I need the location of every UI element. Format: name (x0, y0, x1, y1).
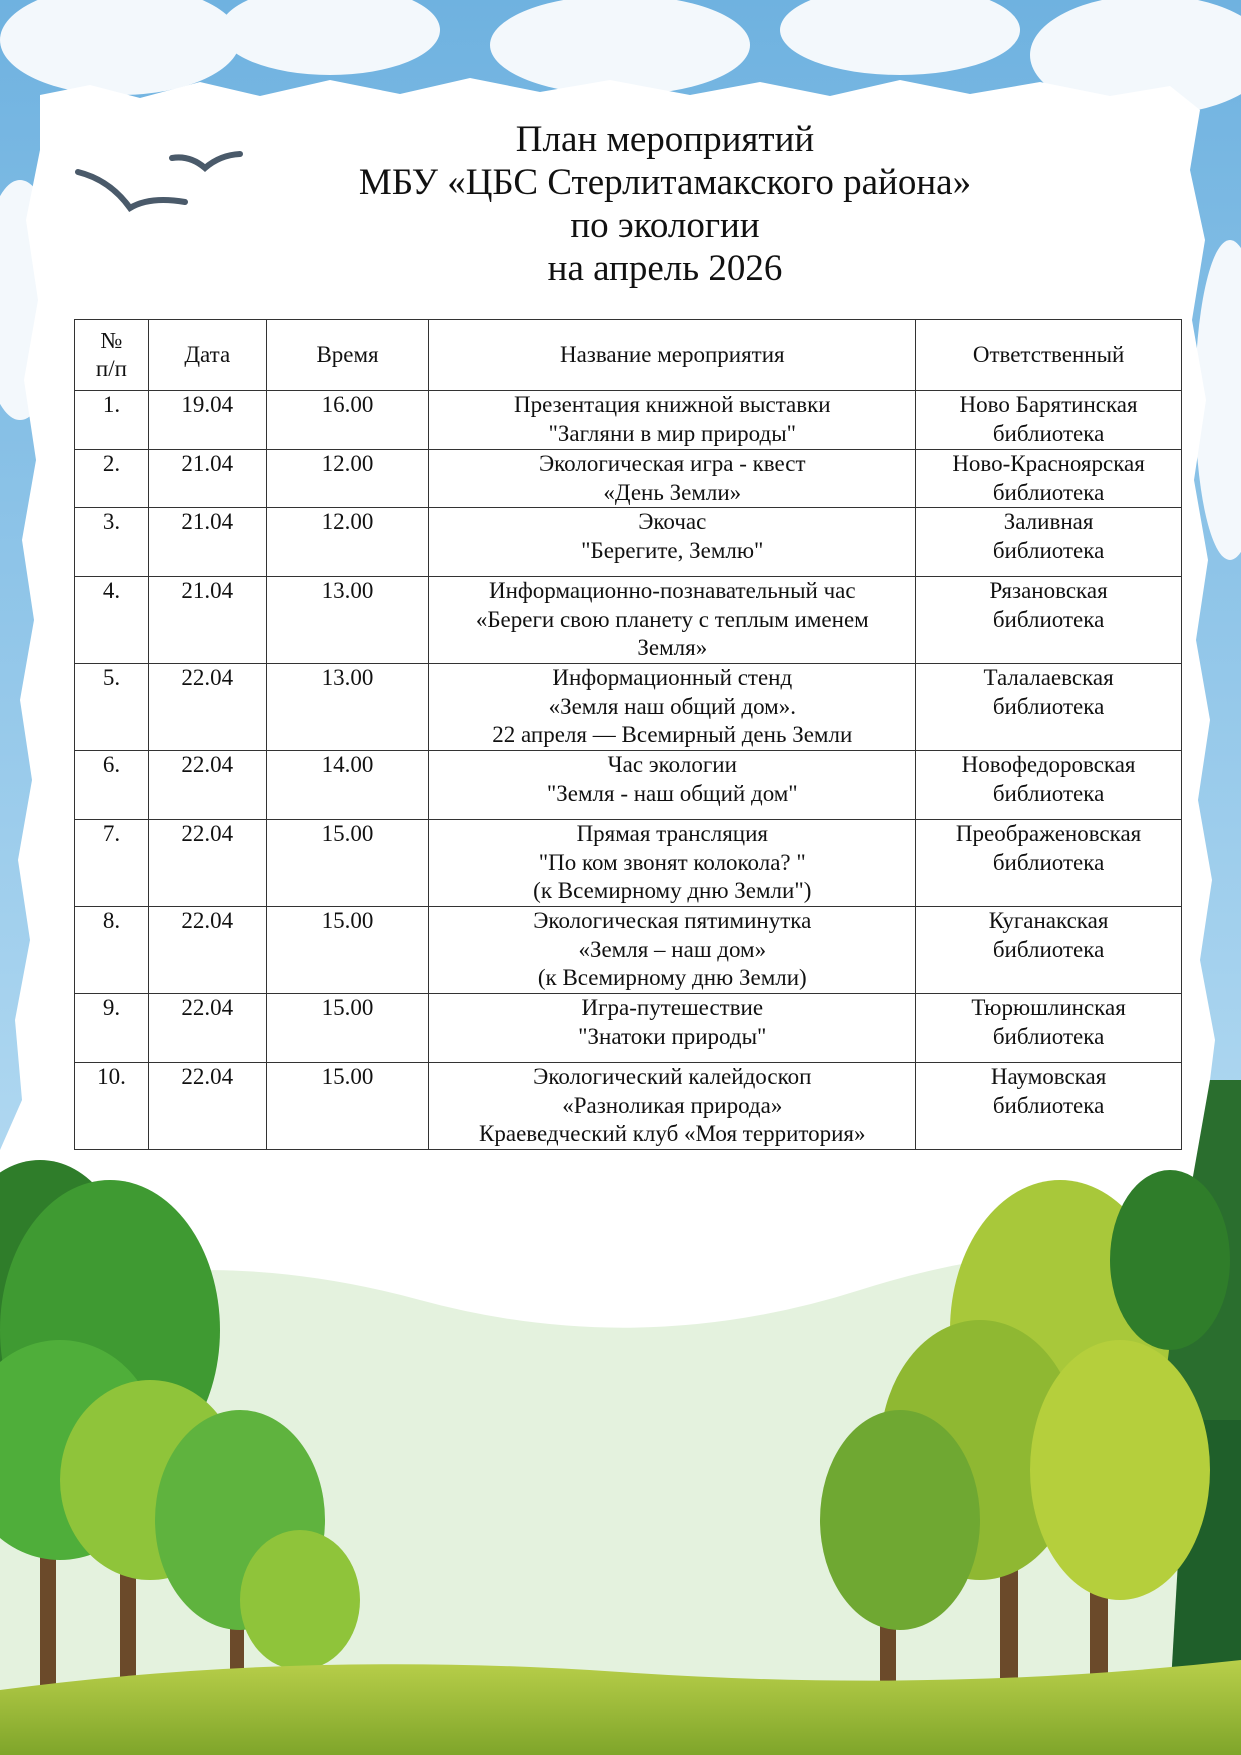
cell-number: 10. (75, 1063, 149, 1150)
event-name-line: «День Земли» (603, 479, 742, 505)
event-name-line: Презентация книжной выставки (513, 392, 831, 417)
header-event-name: Название мероприятия (429, 320, 916, 391)
document-title (300, 118, 1030, 290)
event-name-line: "Берегите, Землю" (581, 537, 764, 563)
event-name-line: «Разноликая природа» (562, 1092, 783, 1118)
header-responsible: Ответственный (916, 320, 1182, 391)
cell-number: 8. (75, 907, 149, 994)
cell-date: 21.04 (148, 508, 266, 577)
cell-event-name (429, 391, 916, 450)
responsible-line: Ново-Красноярская (952, 451, 1145, 476)
responsible-line: Куганакская (988, 908, 1109, 933)
table-row (75, 751, 1182, 820)
event-name-line: Информационно-познавательный час (488, 578, 856, 603)
cell-number: 5. (75, 664, 149, 751)
cell-number: 3. (75, 508, 149, 577)
cell-responsible (916, 508, 1182, 577)
cell-event-name (429, 508, 916, 577)
cell-number: 4. (75, 577, 149, 664)
event-name-line: (к Всемирному дню Земли") (533, 878, 812, 903)
cell-date: 19.04 (148, 391, 266, 450)
header-number-line-2: п/п (95, 356, 127, 381)
table-body (75, 391, 1182, 1150)
cell-date: 21.04 (148, 577, 266, 664)
event-name-line: (к Всемирному дню Земли) (537, 965, 807, 990)
title-line-1: План мероприятий (515, 119, 815, 160)
responsible-line: Новофедоровская (961, 752, 1136, 777)
cell-event-name (429, 751, 916, 820)
cell-date: 22.04 (148, 664, 266, 751)
table-row (75, 994, 1182, 1063)
cell-time: 13.00 (266, 577, 429, 664)
cell-number: 1. (75, 391, 149, 450)
events-table (74, 319, 1182, 1150)
cell-time: 15.00 (266, 907, 429, 994)
table-row (75, 508, 1182, 577)
cell-responsible (916, 820, 1182, 907)
event-name-line: "Знатоки природы" (578, 1023, 767, 1049)
event-name-line: Прямая трансляция (576, 821, 768, 846)
header-number-line-1: № (100, 327, 123, 353)
cell-number: 6. (75, 751, 149, 820)
cell-event-name (429, 994, 916, 1063)
event-name-line: Экологическая игра - квест (538, 451, 806, 476)
event-name-line: «Береги свою планету с теплым именем (475, 606, 869, 632)
cell-date: 22.04 (148, 751, 266, 820)
cell-time: 12.00 (266, 508, 429, 577)
cell-responsible (916, 751, 1182, 820)
cell-responsible (916, 577, 1182, 664)
cell-event-name (429, 450, 916, 508)
cell-responsible (916, 994, 1182, 1063)
event-name-line: Экологическая пятиминутка (533, 908, 812, 933)
event-name-line: Игра-путешествие (581, 995, 764, 1020)
responsible-line: Заливная (1003, 509, 1094, 534)
header-number (75, 320, 149, 391)
responsible-line: Талалаевская (983, 665, 1114, 690)
event-name-line: «Земля – наш дом» (578, 936, 767, 962)
responsible-line: библиотека (992, 606, 1105, 632)
table-row (75, 1063, 1182, 1150)
responsible-line: библиотека (992, 479, 1105, 505)
responsible-line: библиотека (992, 936, 1105, 962)
event-name-line: Час экологии (607, 752, 737, 777)
table-row (75, 391, 1182, 450)
responsible-line: библиотека (992, 849, 1105, 875)
cell-number: 7. (75, 820, 149, 907)
cell-date: 21.04 (148, 450, 266, 508)
table-row (75, 450, 1182, 508)
cell-date: 22.04 (148, 1063, 266, 1150)
responsible-line: Преображеновская (955, 821, 1142, 846)
event-name-line: Краеведческий клуб «Моя территория» (479, 1121, 866, 1146)
cell-date: 22.04 (148, 820, 266, 907)
event-name-line: 22 апреля — Всемирный день Земли (492, 722, 853, 747)
cell-date: 22.04 (148, 907, 266, 994)
cell-responsible (916, 1063, 1182, 1150)
event-name-line: "Загляни в мир природы" (548, 420, 797, 446)
title-line-4: на апрель 2026 (547, 248, 783, 289)
event-name-line: «Земля наш общий дом». (548, 693, 796, 719)
cell-date: 22.04 (148, 994, 266, 1063)
cell-time: 14.00 (266, 751, 429, 820)
table-row (75, 577, 1182, 664)
title-line-3: по экологии (570, 205, 760, 246)
cell-time: 15.00 (266, 994, 429, 1063)
header-time: Время (266, 320, 429, 391)
cell-responsible (916, 664, 1182, 751)
table-header-row (75, 320, 1182, 391)
cell-event-name (429, 820, 916, 907)
cell-time: 16.00 (266, 391, 429, 450)
responsible-line: библиотека (992, 537, 1105, 563)
responsible-line: библиотека (992, 1092, 1105, 1118)
cell-responsible (916, 450, 1182, 508)
event-name-line: "По ком звонят колокола? " (538, 849, 806, 875)
cell-number: 9. (75, 994, 149, 1063)
cell-time: 13.00 (266, 664, 429, 751)
table-row (75, 907, 1182, 994)
responsible-line: библиотека (992, 693, 1105, 719)
responsible-line: Рязановская (989, 578, 1108, 603)
cell-event-name (429, 907, 916, 994)
cell-responsible (916, 907, 1182, 994)
responsible-line: библиотека (992, 1023, 1105, 1049)
cell-event-name (429, 577, 916, 664)
cell-event-name (429, 1063, 916, 1150)
responsible-line: библиотека (992, 420, 1105, 446)
cell-time: 15.00 (266, 820, 429, 907)
cell-event-name (429, 664, 916, 751)
cell-time: 15.00 (266, 1063, 429, 1150)
cell-time: 12.00 (266, 450, 429, 508)
responsible-line: Тюрюшлинская (971, 995, 1126, 1020)
header-date: Дата (148, 320, 266, 391)
title-line-2: МБУ «ЦБС Стерлитамакского района» (358, 162, 972, 203)
event-name-line: Экологический калейдоскоп (533, 1064, 812, 1089)
responsible-line: Ново Барятинская (959, 392, 1138, 417)
cell-number: 2. (75, 450, 149, 508)
event-name-line: "Земля - наш общий дом" (546, 780, 798, 806)
event-name-line: Земля» (637, 635, 708, 660)
table-row (75, 664, 1182, 751)
table-row (75, 820, 1182, 907)
event-name-line: Информационный стенд (552, 665, 793, 690)
responsible-line: библиотека (992, 780, 1105, 806)
event-name-line: Экочас (638, 509, 707, 534)
cell-responsible (916, 391, 1182, 450)
responsible-line: Наумовская (990, 1064, 1107, 1089)
